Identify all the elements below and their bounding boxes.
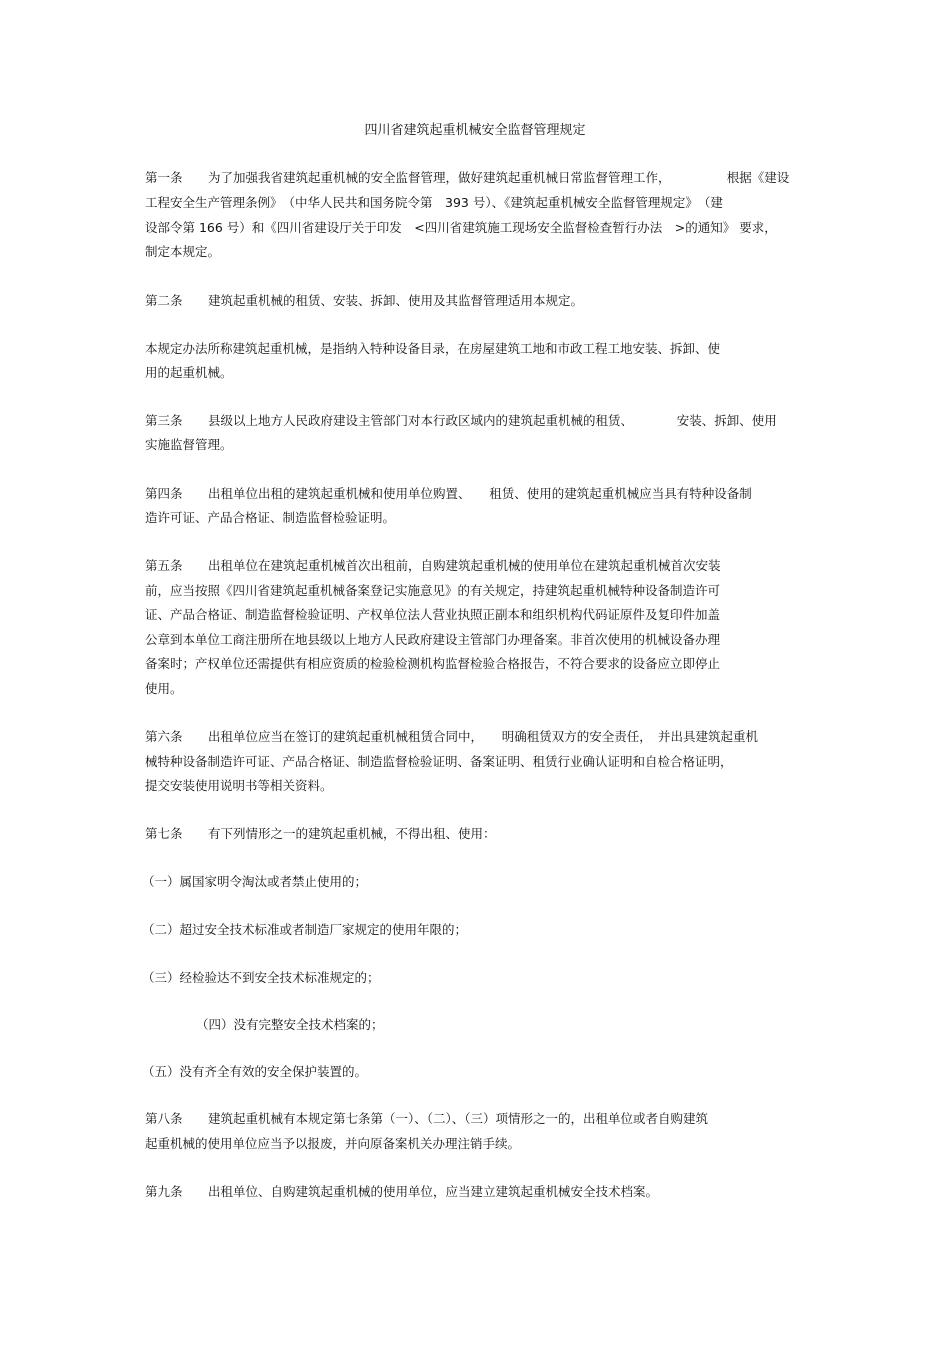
article-7-text-1: 有下列情形之一的建筑起重机械，不得出租、使用： xyxy=(208,826,496,841)
article-5-label: 第五条 xyxy=(145,558,183,573)
definition-line-1: 本规定办法所称建筑起重机械，是指纳入特种设备目录，在房屋建筑工地和市政工程工地安装、拆卸、使 xyxy=(145,341,721,356)
article-7-item-1: （一）属国家明令淘汰或者禁止使用的； xyxy=(142,874,368,889)
article-8-line-2: 起重机械的使用单位应当予以报废，并向原备案机关办理注销手续。 xyxy=(145,1136,521,1151)
article-5-line-5: 备案时；产权单位还需提供有相应资质的检验检测机构监督检验合格报告，不符合要求的设备应立即停止 xyxy=(145,656,721,671)
article-1-line-4: 制定本规定。 xyxy=(145,244,221,259)
article-4-label: 第四条 xyxy=(145,486,183,501)
article-2-label: 第二条 xyxy=(145,293,183,308)
article-9-line-1 xyxy=(145,1183,658,1201)
article-1-line-3: 设部令第 166 号）和《四川省建设厅关于印发 <四川省建筑施工现场安全监督检查暂行办法 >的通知》 要求， xyxy=(145,220,777,235)
article-3-line-2: 实施监督管理。 xyxy=(145,437,233,452)
article-7-item-5: （五）没有齐全有效的安全保护装置的。 xyxy=(142,1064,368,1079)
article-5-text-1: 出租单位在建筑起重机械首次出租前，自购建筑起重机械的使用单位在建筑起重机械首次安装 xyxy=(208,558,721,573)
article-6-line-3: 提交安装使用说明书等相关资料。 xyxy=(145,778,333,793)
article-9-label: 第九条 xyxy=(145,1184,183,1199)
article-4-line-2: 造许可证、产品合格证、制造监督检验证明。 xyxy=(145,510,396,525)
article-6-label: 第六条 xyxy=(145,729,183,744)
article-1-label: 第一条 xyxy=(145,170,183,185)
article-8-line-1 xyxy=(145,1110,708,1128)
article-1-line-2: 工程安全生产管理条例》 （中华人民共和国务院令第 393 号）、《建筑起重机械安全监督管理规定》 （建 xyxy=(145,195,723,210)
article-4-text-1: 出租单位出租的建筑起重机械和使用单位购置、 租赁、使用的建筑起重机械应当具有特种设备制 xyxy=(208,486,752,501)
article-4-line-1 xyxy=(145,485,752,503)
document-title: 四川省建筑起重机械安全监督管理规定 xyxy=(364,123,586,138)
article-7-line-1 xyxy=(145,825,496,843)
article-6-line-2: 械特种设备制造许可证、产品合格证、制造监督检验证明、备案证明、租赁行业确认证明和自检合格证明， xyxy=(145,754,733,769)
article-3-line-1 xyxy=(145,412,777,430)
article-5-line-2: 前，应当按照《四川省建筑起重机械备案登记实施意见》的有关规定，持建筑起重机械特种设备制造许可 xyxy=(145,583,721,598)
article-8-text-1: 建筑起重机械有本规定第七条第（一）、（二）、（三）项情形之一的，出租单位或者自购建筑 xyxy=(208,1111,709,1126)
article-7-item-2: （二）超过安全技术标准或者制造厂家规定的使用年限的； xyxy=(142,922,468,937)
article-5-line-1 xyxy=(145,557,721,575)
article-6-line-1 xyxy=(145,728,758,746)
article-6-text-1: 出租单位应当在签订的建筑起重机械租赁合同中， 明确租赁双方的安全责任， 并出具建筑起重机 xyxy=(208,729,759,744)
article-9-text-1: 出租单位、自购建筑起重机械的使用单位，应当建立建筑起重机械安全技术档案。 xyxy=(208,1184,659,1199)
article-7-item-3: （三）经检验达不到安全技术标准规定的； xyxy=(142,970,380,985)
article-2-text-1: 建筑起重机械的租赁、安装、拆卸、使用及其监督管理适用本规定。 xyxy=(208,293,584,308)
article-1-line-1 xyxy=(145,169,789,187)
article-5-line-4: 公章到本单位工商注册所在地县级以上地方人民政府建设主管部门办理备案。非首次使用的机械设备办理 xyxy=(145,632,721,647)
article-8-label: 第八条 xyxy=(145,1111,183,1126)
article-3-label: 第三条 xyxy=(145,413,183,428)
article-5-line-6: 使用。 xyxy=(145,681,183,696)
definition-line-2: 用的起重机械。 xyxy=(145,365,233,380)
article-7-label: 第七条 xyxy=(145,826,183,841)
article-5-line-3: 证、产品合格证、制造监督检验证明、产权单位法人营业执照正副本和组织机构代码证原件及复印件加盖 xyxy=(145,607,721,622)
article-1-text-1: 为了加强我省建筑起重机械的安全监督管理，做好建筑起重机械日常监督管理工作， 根据《建设 xyxy=(208,170,790,185)
article-7-item-4: （四）没有完整安全技术档案的； xyxy=(196,1017,384,1032)
article-2-line-1 xyxy=(145,292,583,310)
article-3-text-1: 县级以上地方人民政府建设主管部门对本行政区域内的建筑起重机械的租赁、 安装、拆卸、使用 xyxy=(208,413,777,428)
